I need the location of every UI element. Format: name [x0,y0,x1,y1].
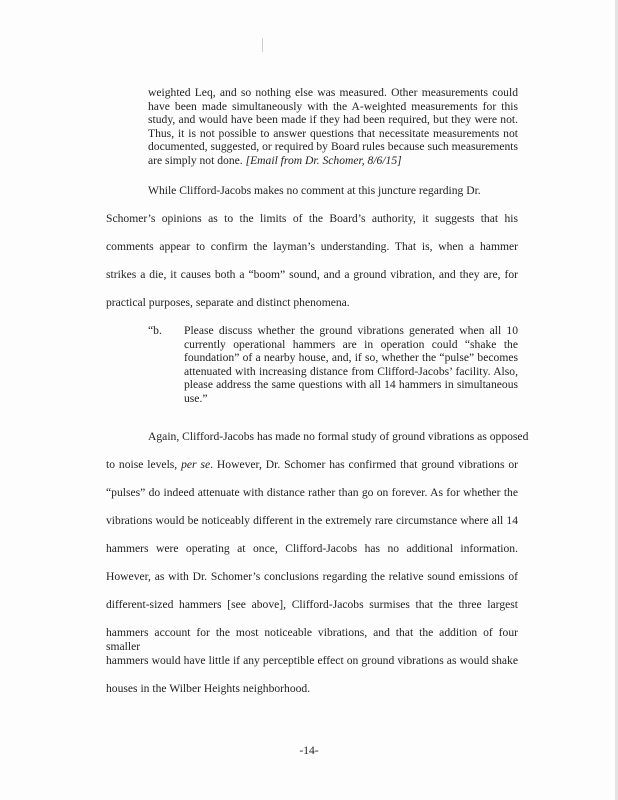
paragraph-1-line: While Clifford-Jacobs makes no comment at this juncture regarding Dr. [148,184,481,197]
question-b-text: Please discuss whether the ground vibrations generated when all 10 currently operational hammers are in operation could “shake the foundation” of a nearby house, and, if so, whether the “pulse” becomes attenuated with increasing distance from Clifford-Jacobs’ facility. Also, please address the same questions with all 14 hammers in simultaneous use.” [184,324,518,405]
paragraph-2-line-2 [106,458,518,472]
page-number: -14- [299,744,319,757]
paragraph-2-line: hammers account for the most noticeable vibrations, and that the addition of four smaller [106,626,518,653]
paragraph-2-line: vibrations would be noticeably different in the extremely rare circumstance where all 14 [106,514,518,527]
paragraph-2-line-2-end: . However, Dr. Schomer has confirmed that ground vibrations or [210,458,519,471]
paragraph-2-line: houses in the Wilber Heights neighborhood. [106,682,311,695]
question-b-label: “b. [148,324,162,337]
paragraph-2-line: hammers were operating at once, Clifford-Jacobs has no additional information. [106,542,518,555]
paragraph-2-line: However, as with Dr. Schomer’s conclusions regarding the relative sound emissions of [106,570,518,583]
paragraph-1-line: Schomer’s opinions as to the limits of the Board’s authority, it suggests that his [106,212,518,225]
paragraph-2-line: hammers would have little if any perceptible effect on ground vibrations as would shake [106,654,518,667]
paragraph-1-line: practical purposes, separate and distinct phenomena. [106,296,350,309]
scan-mark [262,38,263,52]
paragraph-1-line: comments appear to confirm the layman’s understanding. That is, when a hammer [106,240,518,253]
block-quote-1-text: weighted Leq, and so nothing else was measured. Other measurements could have been made simultaneously with the A-weighted measurements for this study, and would have been made if they had been required, but they were not. Thus, it is not possible to answer questions that necessitate measurements not documented, suggested, or required by Board rules because such measurements are simply not done. [148,86,518,167]
paragraph-2-line: Again, Clifford-Jacobs has made no formal study of ground vibrations as opposed [148,430,529,443]
paragraph-2-line: “pulses” do indeed attenuate with distance rather than go on forever. As for whether the [106,486,518,499]
block-quote-1-citation: [Email from Dr. Schomer, 8/6/15] [245,153,402,167]
paragraph-2-line: different-sized hammers [see above], Clifford-Jacobs surmises that the three largest [106,598,518,611]
per-se-italic: per se [181,458,211,471]
paragraph-1-line: strikes a die, it causes both a “boom” sound, and a ground vibration, and they are, for [106,268,518,281]
paragraph-2-line-2-start: to noise levels, [106,458,182,471]
block-quote-1 [148,86,518,168]
